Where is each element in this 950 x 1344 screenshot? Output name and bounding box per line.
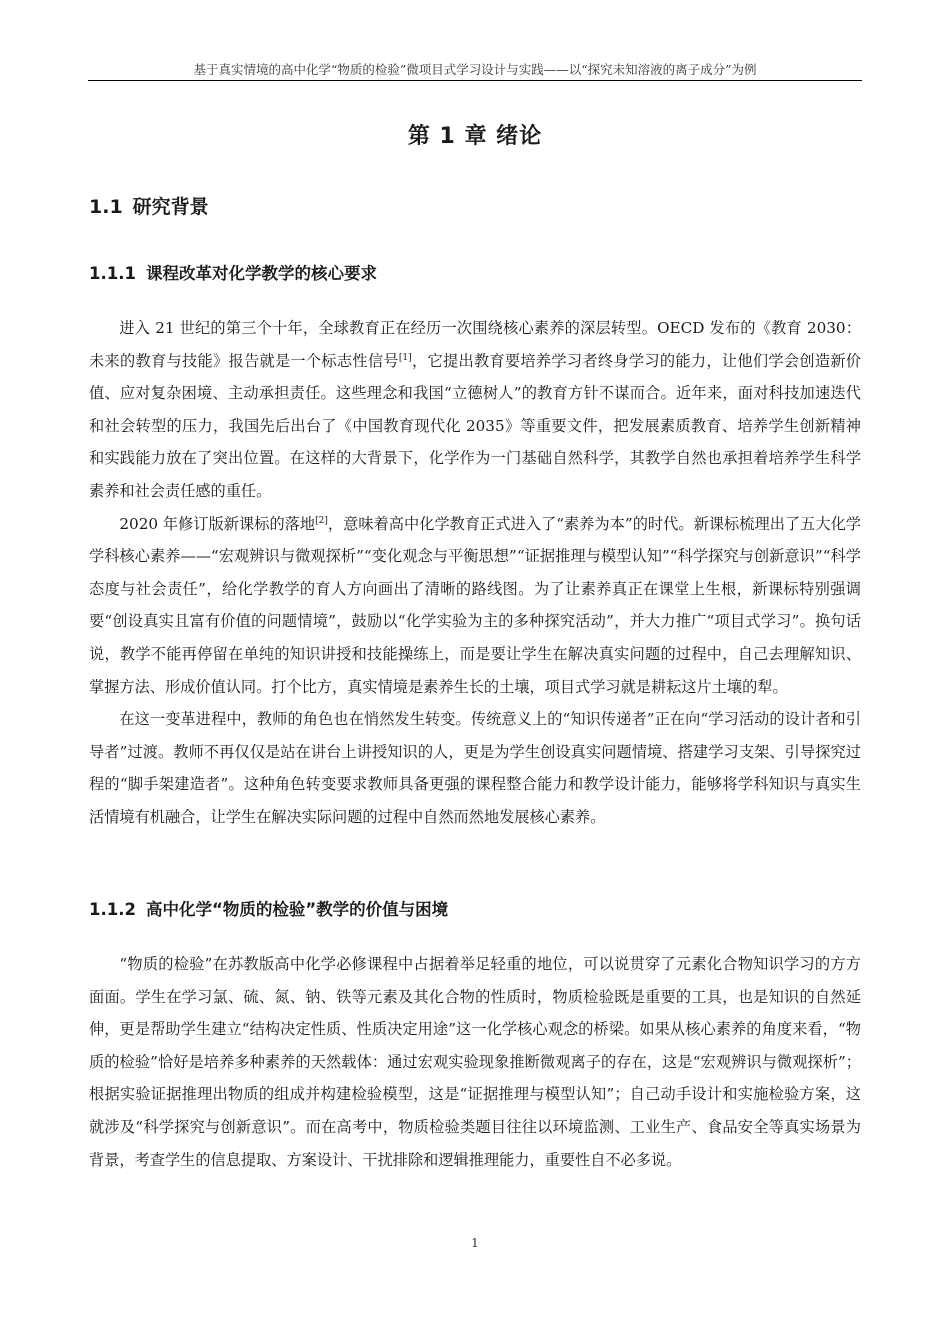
page-number: 1 — [471, 1236, 479, 1250]
body-text-1-1-1 — [89, 312, 861, 834]
citation-ref[interactable]: [1] — [398, 352, 412, 363]
subsection-heading-1-1-1 — [89, 260, 377, 284]
section-heading-1-1 — [89, 192, 209, 219]
header-divider — [88, 80, 862, 81]
paragraph — [89, 508, 861, 704]
section-title: 研究背景 — [132, 196, 209, 218]
paragraph-text: 2020 年修订版新课标的落地 — [119, 514, 316, 533]
paragraph: “物质的检验”在苏教版高中化学必修课程中占据着举足轻重的地位，可以说贯穿了元素化合物知识学习的方方面面。学生在学习氯、硫、氮、钠、铁等元素及其化合物的性质时，物质检验既是重要的工具，也是知识的自然延伸，更是帮助学生建立“结构决定性质、性质决定用途”这一化学核心观念的桥梁。如果从核心素养的角度来看，“物质的检验”恰好是培养多种素养的天然载体：通过宏观实验现象推断微观离子的存在，这是“宏观辨识与微观探析”；根据实验证据推理出物质的组成并构建检验模型，这是“证据推理与模型认知”；自己动手设计和实施检验方案，这就涉及“科学探究与创新意识”。而在高考中，物质检验类题目往往以环境监测、工业生产、食品安全等真实场景为背景，考查学生的信息提取、方案设计、干扰排除和逻辑推理能力，重要性自不必多说。 — [89, 955, 861, 1169]
subsection-title: 高中化学“物质的检验”教学的价值与困境 — [145, 900, 449, 919]
running-header: 基于真实情境的高中化学“物质的检验”微项目式学习设计与实践——以“探究未知溶液的离子成分”为例 — [193, 62, 757, 77]
paragraph-text: ，意味着高中化学教育正式进入了“素养为本”的时代。新课标梳理出了五大化学学科核心素养——“宏观辨识与微观探析”“变化观念与平衡思想”“证据推理与模型认知”“科学探究与创新意识”“科学态度与社会责任”，给化学教学的育人方向画出了清晰的路线图。为了让素养真正在课堂上生根，新课标特别强调要“创设真实且富有价值的问题情境”，鼓励以“化学实验为主的多种探究活动”，并大力推广“项目式学习”。换句话说，教学不能再停留在单纯的知识讲授和技能操练上，而是要让学生在解决真实问题的过程中，自己去理解知识、掌握方法、形成价值认同。打个比方，真实情境是素养生长的土壤，项目式学习就是耕耘这片土壤的犁。 — [89, 514, 861, 696]
section-number: 1.1 — [89, 196, 123, 218]
subsection-number: 1.1.2 — [89, 900, 136, 919]
citation-ref[interactable]: [2] — [315, 515, 328, 526]
paragraph: 在这一变革进程中，教师的角色也在悄然发生转变。传统意义上的“知识传递者”正在向“学习活动的设计者和引导者”过渡。教师不再仅仅是站在讲台上讲授知识的人，更是为学生创设真实问题情境、搭建学习支架、引导探究过程的“脚手架建造者”。这种角色转变要求教师具备更强的课程整合能力和教学设计能力，能够将学科知识与真实生活情境有机融合，让学生在解决实际问题的过程中自然而然地发展核心素养。 — [89, 710, 861, 826]
paragraph — [89, 312, 861, 508]
subsection-title: 课程改革对化学教学的核心要求 — [145, 264, 377, 283]
body-text-1-1-2 — [89, 948, 861, 1176]
subsection-heading-1-1-2 — [89, 896, 448, 920]
paragraph-text: 进入 21 世纪的第三个十年，全球教育正在经历一次围绕核心素养的深层转型。OECD 发布的《教育 2030：未来的教育与技能》报告就是一个标志性信号 — [89, 319, 861, 370]
paragraph-text: ，它提出教育要培养学习者终身学习的能力，让他们学会创造新价值、应对复杂困境、主动承担责任。这些理念和我国“立德树人”的教育方针不谋而合。近年来，面对科技加速迭代和社会转型的压力，我国先后出台了《中国教育现代化 2035》等重要文件，把发展素质教育、培养学生创新精神和实践能力放在了突出位置。在这样的大背景下，化学作为一门基础自然科学，其教学自然也承担着培养学生科学素养和社会责任感的重任。 — [89, 351, 862, 500]
subsection-number: 1.1.1 — [89, 264, 136, 283]
chapter-title: 第 1 章 绪论 — [407, 124, 543, 149]
